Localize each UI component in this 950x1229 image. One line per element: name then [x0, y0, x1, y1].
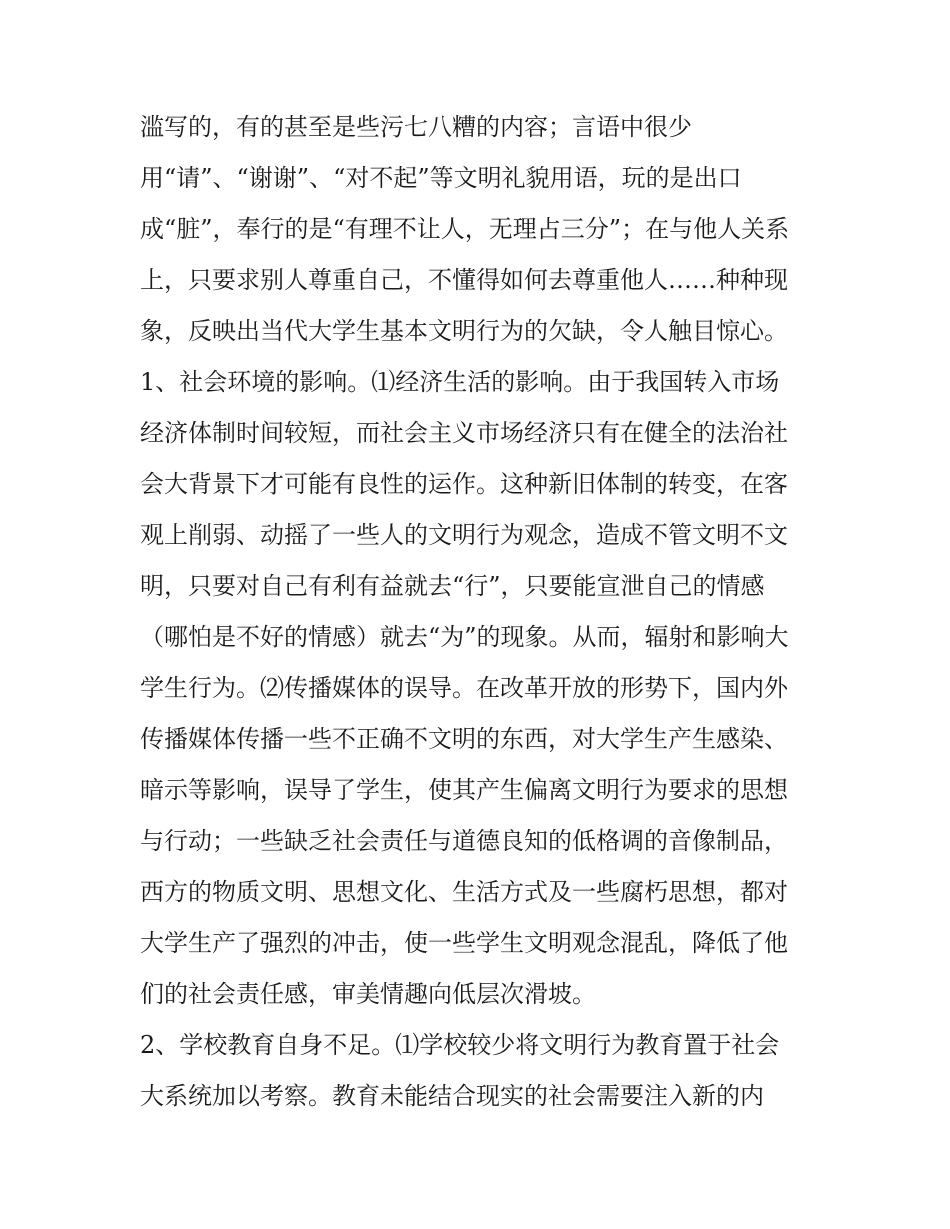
text-line: 经济体制时间较短，而社会主义市场经济只有在健全的法治社 [140, 419, 788, 447]
text-line: （哪怕是不好的情感）就去“为”的现象。从而，辐射和影响大 [140, 623, 789, 651]
text-line: 西方的物质文明、思想文化、生活方式及一些腐朽思想，都对 [140, 878, 788, 906]
text-line: 暗示等影响，误导了学生，使其产生偏离文明行为要求的思想 [140, 776, 788, 804]
text-line: 大系统加以考察。教育未能结合现实的社会需要注入新的内 [140, 1082, 764, 1110]
text-line: 1、社会环境的影响。⑴经济生活的影响。由于我国转入市场 [140, 368, 780, 396]
text-line: 与行动；一些缺乏社会责任与道德良知的低格调的音像制品， [140, 827, 788, 855]
text-line: 2、学校教育自身不足。⑴学校较少将文明行为教育置于社会 [140, 1031, 780, 1059]
text-line: 观上削弱、动摇了一些人的文明行为观念，造成不管文明不文 [140, 521, 788, 549]
text-line: 学生行为。⑵传播媒体的误导。在改革开放的形势下，国内外 [140, 674, 788, 702]
text-line: 用“请”、“谢谢”、“对不起”等文明礼貌用语，玩的是出口 [140, 164, 742, 192]
text-line: 大学生产了强烈的冲击，使一些学生文明观念混乱，降低了他 [140, 929, 788, 957]
text-line: 成“脏”，奉行的是“有理不让人，无理占三分”；在与他人关系 [140, 215, 790, 243]
text-line: 明，只要对自己有利有益就去“行”，只要能宣泄自己的情感 [140, 572, 765, 600]
text-line: 滥写的，有的甚至是些污七八糟的内容；言语中很少 [140, 113, 692, 141]
text-line: 传播媒体传播一些不正确不文明的东西，对大学生产生感染、 [140, 725, 788, 753]
text-line: 们的社会责任感，审美情趣向低层次滑坡。 [140, 980, 596, 1008]
text-line: 会大背景下才可能有良性的运作。这种新旧体制的转变，在客 [140, 470, 788, 498]
text-line: 象，反映出当代大学生基本文明行为的欠缺，令人触目惊心。 [140, 317, 788, 345]
text-line: 上，只要求别人尊重自己，不懂得如何去尊重他人……种种现 [140, 266, 788, 294]
body-text [140, 102, 820, 1122]
